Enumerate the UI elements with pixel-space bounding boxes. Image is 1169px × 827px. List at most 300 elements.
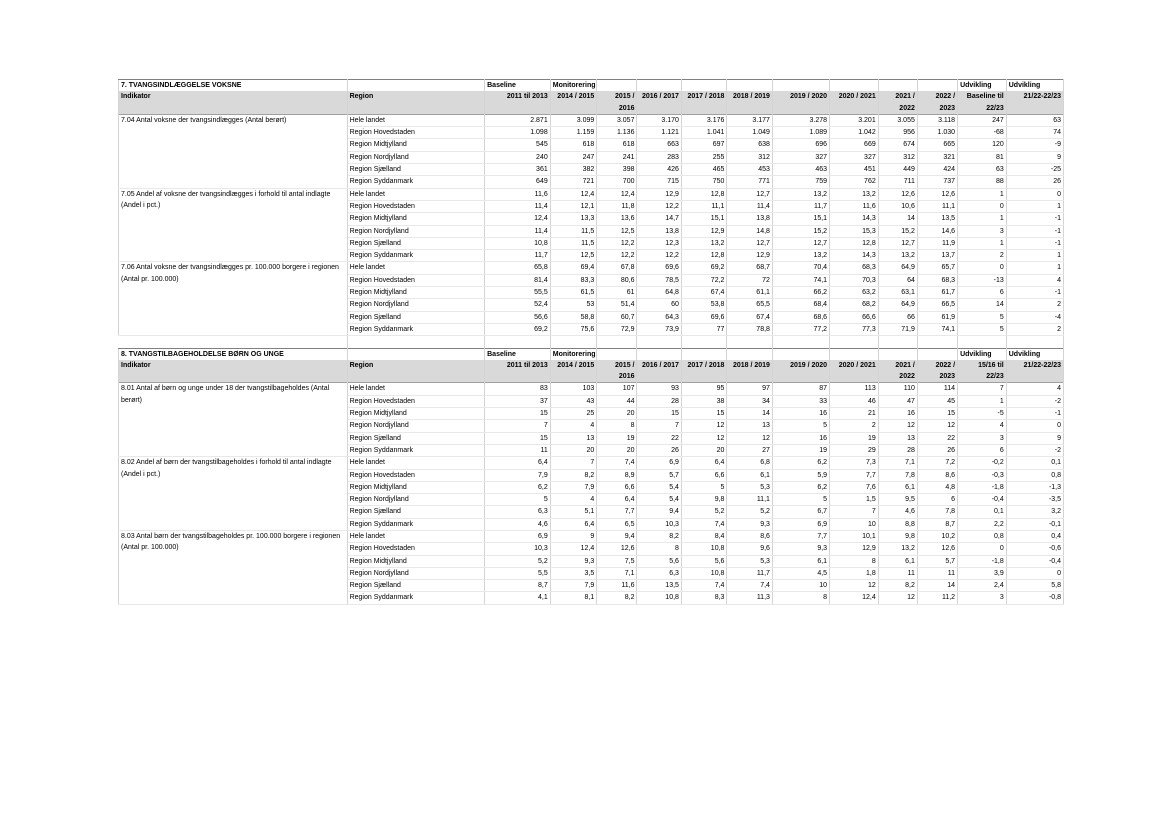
value-cell: 4 xyxy=(958,420,1007,432)
value-cell: 5,5 xyxy=(485,567,551,579)
value-cell: 3.118 xyxy=(917,114,957,126)
value-cell: 5 xyxy=(772,420,829,432)
header-group-label xyxy=(772,80,829,92)
value-cell: 0,1 xyxy=(1006,457,1063,469)
value-cell: 11,9 xyxy=(917,237,957,249)
region-label: Hele landet xyxy=(347,262,485,274)
region-label: Region Syddanmark xyxy=(347,323,485,335)
value-cell: 382 xyxy=(550,164,597,176)
value-cell: 12,2 xyxy=(637,200,681,212)
value-cell: 255 xyxy=(681,151,727,163)
value-cell: 61,9 xyxy=(917,311,957,323)
table-row xyxy=(119,457,1064,469)
column-header: 2018 / 2019 xyxy=(727,360,773,383)
value-cell: 14,7 xyxy=(637,213,681,225)
value-cell: 3,9 xyxy=(958,567,1007,579)
data-table xyxy=(118,79,1064,605)
value-cell: 1 xyxy=(1006,262,1063,274)
value-cell: 0 xyxy=(958,200,1007,212)
value-cell: 69,6 xyxy=(681,311,727,323)
value-cell: 5,7 xyxy=(917,555,957,567)
column-header: 2011 til 2013 xyxy=(485,360,551,383)
value-cell: 58,8 xyxy=(550,311,597,323)
value-cell: 1.098 xyxy=(485,127,551,139)
region-label: Region Syddanmark xyxy=(347,592,485,604)
value-cell: 14 xyxy=(727,408,773,420)
header-group-label xyxy=(681,348,727,360)
indicator-label: 7.04 Antal voksne der tvangsindlægges (Antal berørt) xyxy=(119,114,348,188)
value-cell: 83 xyxy=(485,383,551,395)
header-group-label xyxy=(597,348,637,360)
value-cell: 1.136 xyxy=(597,127,637,139)
value-cell: 12,9 xyxy=(637,188,681,200)
value-cell: 1.041 xyxy=(681,127,727,139)
value-cell: 56,6 xyxy=(485,311,551,323)
value-cell: 72 xyxy=(727,274,773,286)
value-cell: 8,8 xyxy=(878,518,917,530)
value-cell: 12,1 xyxy=(550,200,597,212)
value-cell: 5,9 xyxy=(772,469,829,481)
value-cell: 12,8 xyxy=(681,250,727,262)
value-cell: -1,8 xyxy=(958,555,1007,567)
value-cell: 312 xyxy=(878,151,917,163)
value-cell: 72,9 xyxy=(597,323,637,335)
value-cell: 3.099 xyxy=(550,114,597,126)
value-cell: 241 xyxy=(597,151,637,163)
value-cell: 43 xyxy=(550,395,597,407)
value-cell: 14,3 xyxy=(830,213,879,225)
value-cell: -1 xyxy=(1006,408,1063,420)
region-label: Hele landet xyxy=(347,457,485,469)
value-cell: 327 xyxy=(830,151,879,163)
value-cell: 7,4 xyxy=(681,580,727,592)
value-cell: 0 xyxy=(1006,420,1063,432)
value-cell: 424 xyxy=(917,164,957,176)
value-cell: 69,2 xyxy=(681,262,727,274)
value-cell: -4 xyxy=(1006,311,1063,323)
header-group-label: Baseline xyxy=(485,80,551,92)
indicator-label: 8.02 Andel af børn der tvangstilbageholdes i forhold til antal indlagte (Andel i pct.) xyxy=(119,457,348,531)
value-cell: 14,6 xyxy=(917,225,957,237)
value-cell: 6 xyxy=(958,444,1007,456)
value-cell: -0,4 xyxy=(958,494,1007,506)
region-label: Region Sjælland xyxy=(347,237,485,249)
value-cell: 64,9 xyxy=(878,299,917,311)
value-cell: 64,8 xyxy=(637,287,681,299)
value-cell: 2.871 xyxy=(485,114,551,126)
empty-cell xyxy=(119,336,348,348)
value-cell: 3.055 xyxy=(878,114,917,126)
value-cell: 38 xyxy=(681,395,727,407)
value-cell: 75,6 xyxy=(550,323,597,335)
value-cell: 19 xyxy=(830,432,879,444)
value-cell: 12 xyxy=(917,420,957,432)
value-cell: 12,3 xyxy=(637,237,681,249)
region-label: Region Syddanmark xyxy=(347,176,485,188)
value-cell: 51,4 xyxy=(597,299,637,311)
region-label: Region Midtjylland xyxy=(347,481,485,493)
value-cell: 5,6 xyxy=(637,555,681,567)
header-group-label: Monitorering xyxy=(550,80,597,92)
value-cell: 6,4 xyxy=(485,457,551,469)
value-cell: 5 xyxy=(681,481,727,493)
value-cell: 8,6 xyxy=(917,469,957,481)
empty-cell xyxy=(550,336,597,348)
value-cell: 8,2 xyxy=(878,580,917,592)
header-group-label xyxy=(681,80,727,92)
region-label: Region Sjælland xyxy=(347,580,485,592)
value-cell: 3.201 xyxy=(830,114,879,126)
value-cell: 10,1 xyxy=(830,530,879,542)
value-cell: 700 xyxy=(597,176,637,188)
value-cell: 13,2 xyxy=(878,543,917,555)
value-cell: 9 xyxy=(550,530,597,542)
value-cell: -1 xyxy=(1006,225,1063,237)
value-cell: 669 xyxy=(830,139,879,151)
table-row xyxy=(119,530,1064,542)
header-group-label xyxy=(917,348,957,360)
value-cell: 0,8 xyxy=(1006,469,1063,481)
value-cell: 4,8 xyxy=(917,481,957,493)
value-cell: 9,8 xyxy=(878,530,917,542)
column-header: Region xyxy=(347,91,485,114)
column-header: 2014 / 2015 xyxy=(550,360,597,383)
empty-cell xyxy=(485,336,551,348)
section-title: 7. TVANGSINDLÆGGELSE VOKSNE xyxy=(119,80,348,92)
value-cell: 6,9 xyxy=(637,457,681,469)
value-cell: 11 xyxy=(878,567,917,579)
column-header: Region xyxy=(347,360,485,383)
value-cell: 26 xyxy=(637,444,681,456)
value-cell: 16 xyxy=(772,408,829,420)
value-cell: 12,8 xyxy=(681,188,727,200)
region-label: Hele landet xyxy=(347,383,485,395)
value-cell: 9,3 xyxy=(550,555,597,567)
value-cell: 240 xyxy=(485,151,551,163)
header-group-label xyxy=(878,348,917,360)
section-title: 8. TVANGSTILBAGEHOLDELSE BØRN OG UNGE xyxy=(119,348,348,360)
empty-cell xyxy=(830,336,879,348)
value-cell: 8 xyxy=(597,420,637,432)
empty-cell xyxy=(347,336,485,348)
value-cell: 65,5 xyxy=(727,299,773,311)
region-label: Region Midtjylland xyxy=(347,287,485,299)
value-cell: 12,9 xyxy=(727,250,773,262)
value-cell: 7,1 xyxy=(597,567,637,579)
value-cell: -1 xyxy=(1006,287,1063,299)
value-cell: 3.170 xyxy=(637,114,681,126)
value-cell: 7,3 xyxy=(830,457,879,469)
value-cell: 77,2 xyxy=(772,323,829,335)
value-cell: 61,1 xyxy=(727,287,773,299)
value-cell: 22 xyxy=(917,432,957,444)
value-cell: 13,5 xyxy=(637,580,681,592)
value-cell: 8,9 xyxy=(597,469,637,481)
value-cell: 67,4 xyxy=(681,287,727,299)
value-cell: 11,7 xyxy=(727,567,773,579)
value-cell: 15 xyxy=(637,408,681,420)
value-cell: 53,8 xyxy=(681,299,727,311)
value-cell: 3.176 xyxy=(681,114,727,126)
value-cell: 715 xyxy=(637,176,681,188)
value-cell: 81,4 xyxy=(485,274,551,286)
column-header: 2017 / 2018 xyxy=(681,91,727,114)
value-cell: 8,1 xyxy=(550,592,597,604)
value-cell: 12,5 xyxy=(597,225,637,237)
value-cell: 68,3 xyxy=(830,262,879,274)
column-header: 2021 / 2022 xyxy=(878,91,917,114)
value-cell: 5,3 xyxy=(727,555,773,567)
value-cell: 4,6 xyxy=(878,506,917,518)
value-cell: 14 xyxy=(958,299,1007,311)
value-cell: 8,6 xyxy=(727,530,773,542)
value-cell: 1 xyxy=(958,213,1007,225)
value-cell: 63 xyxy=(1006,114,1063,126)
value-cell: 453 xyxy=(727,164,773,176)
value-cell: 10,8 xyxy=(681,543,727,555)
value-cell: 4 xyxy=(1006,383,1063,395)
value-cell: 5,3 xyxy=(727,481,773,493)
value-cell: 12,7 xyxy=(878,237,917,249)
value-cell: -0,3 xyxy=(958,469,1007,481)
value-cell: 83,3 xyxy=(550,274,597,286)
value-cell: 12,9 xyxy=(830,543,879,555)
empty-cell xyxy=(347,80,485,92)
value-cell: 2 xyxy=(830,420,879,432)
value-cell: 11,6 xyxy=(830,200,879,212)
value-cell: 20 xyxy=(597,444,637,456)
value-cell: 6,6 xyxy=(681,469,727,481)
value-cell: 7 xyxy=(830,506,879,518)
value-cell: 67,4 xyxy=(727,311,773,323)
column-header: Baseline til 22/23 xyxy=(958,91,1007,114)
value-cell: 2,4 xyxy=(958,580,1007,592)
value-cell: 7,7 xyxy=(597,506,637,518)
value-cell: 12,6 xyxy=(917,543,957,555)
header-group-label: Monitorering xyxy=(550,348,597,360)
column-header: Indikator xyxy=(119,360,348,383)
value-cell: 0 xyxy=(1006,188,1063,200)
value-cell: 11 xyxy=(917,567,957,579)
value-cell: 618 xyxy=(550,139,597,151)
value-cell: 26 xyxy=(917,444,957,456)
spacer-row xyxy=(119,336,1064,348)
value-cell: 12,4 xyxy=(550,543,597,555)
value-cell: 113 xyxy=(830,383,879,395)
value-cell: 6,4 xyxy=(550,518,597,530)
value-cell: 7,8 xyxy=(917,506,957,518)
value-cell: 1 xyxy=(958,188,1007,200)
value-cell: 13,3 xyxy=(550,213,597,225)
value-cell: 3.177 xyxy=(727,114,773,126)
value-cell: 11,5 xyxy=(550,237,597,249)
value-cell: 64,3 xyxy=(637,311,681,323)
value-cell: 7,2 xyxy=(917,457,957,469)
value-cell: 327 xyxy=(772,151,829,163)
header-group-label xyxy=(878,80,917,92)
value-cell: 10,2 xyxy=(917,530,957,542)
region-label: Hele landet xyxy=(347,188,485,200)
region-label: Region Sjælland xyxy=(347,432,485,444)
value-cell: 10,8 xyxy=(485,237,551,249)
value-cell: 6,1 xyxy=(772,555,829,567)
value-cell: 7,4 xyxy=(727,580,773,592)
value-cell: 44 xyxy=(597,395,637,407)
value-cell: 28 xyxy=(878,444,917,456)
value-cell: 10,8 xyxy=(681,567,727,579)
region-label: Region Hovedstaden xyxy=(347,469,485,481)
value-cell: 69,4 xyxy=(550,262,597,274)
empty-cell xyxy=(772,336,829,348)
value-cell: 68,4 xyxy=(772,299,829,311)
value-cell: 663 xyxy=(637,139,681,151)
value-cell: 68,6 xyxy=(772,311,829,323)
region-label: Region Hovedstaden xyxy=(347,543,485,555)
value-cell: 12,5 xyxy=(550,250,597,262)
value-cell: 12,4 xyxy=(830,592,879,604)
value-cell: 11,6 xyxy=(597,580,637,592)
column-header: Indikator xyxy=(119,91,348,114)
value-cell: -5 xyxy=(958,408,1007,420)
region-label: Region Hovedstaden xyxy=(347,274,485,286)
value-cell: -2 xyxy=(1006,444,1063,456)
region-label: Region Hovedstaden xyxy=(347,127,485,139)
column-header: 2019 / 2020 xyxy=(772,91,829,114)
value-cell: 759 xyxy=(772,176,829,188)
value-cell: 3,2 xyxy=(1006,506,1063,518)
value-cell: 77,3 xyxy=(830,323,879,335)
value-cell: 114 xyxy=(917,383,957,395)
column-header: 2022 / 2023 xyxy=(917,360,957,383)
value-cell: 19 xyxy=(597,432,637,444)
value-cell: 4 xyxy=(550,420,597,432)
header-group-label xyxy=(830,348,879,360)
value-cell: 711 xyxy=(878,176,917,188)
value-cell: 312 xyxy=(727,151,773,163)
region-label: Region Nordjylland xyxy=(347,151,485,163)
value-cell: 61 xyxy=(597,287,637,299)
region-label: Region Syddanmark xyxy=(347,250,485,262)
value-cell: 9,4 xyxy=(597,530,637,542)
value-cell: 771 xyxy=(727,176,773,188)
value-cell: 60 xyxy=(637,299,681,311)
value-cell: 5,1 xyxy=(550,506,597,518)
value-cell: 74 xyxy=(1006,127,1063,139)
value-cell: 6 xyxy=(958,287,1007,299)
value-cell: 9,4 xyxy=(637,506,681,518)
header-group-label xyxy=(597,80,637,92)
column-header-row xyxy=(119,360,1064,383)
value-cell: 0 xyxy=(958,543,1007,555)
value-cell: 13 xyxy=(727,420,773,432)
value-cell: 13,2 xyxy=(681,237,727,249)
value-cell: 68,2 xyxy=(830,299,879,311)
column-header: 2018 / 2019 xyxy=(727,91,773,114)
value-cell: -2 xyxy=(1006,395,1063,407)
value-cell: 68,7 xyxy=(727,262,773,274)
value-cell: -13 xyxy=(958,274,1007,286)
value-cell: 8 xyxy=(830,555,879,567)
value-cell: 14 xyxy=(917,580,957,592)
value-cell: -9 xyxy=(1006,139,1063,151)
value-cell: 1,8 xyxy=(830,567,879,579)
value-cell: 68,3 xyxy=(917,274,957,286)
empty-cell xyxy=(1006,336,1063,348)
column-header: 2020 / 2021 xyxy=(830,360,879,383)
value-cell: 4,1 xyxy=(485,592,551,604)
region-label: Region Midtjylland xyxy=(347,555,485,567)
empty-cell xyxy=(917,336,957,348)
value-cell: 618 xyxy=(597,139,637,151)
value-cell: 6 xyxy=(917,494,957,506)
value-cell: 449 xyxy=(878,164,917,176)
column-header: 2017 / 2018 xyxy=(681,360,727,383)
value-cell: 361 xyxy=(485,164,551,176)
value-cell: -0,4 xyxy=(1006,555,1063,567)
value-cell: 5,2 xyxy=(681,506,727,518)
value-cell: 65,8 xyxy=(485,262,551,274)
value-cell: 12 xyxy=(878,592,917,604)
value-cell: 5,6 xyxy=(681,555,727,567)
column-header: 2015 / 2016 xyxy=(597,360,637,383)
value-cell: 7,9 xyxy=(550,580,597,592)
value-cell: 15 xyxy=(681,408,727,420)
value-cell: 61,5 xyxy=(550,287,597,299)
value-cell: 0,4 xyxy=(1006,530,1063,542)
value-cell: 696 xyxy=(772,139,829,151)
value-cell: 67,8 xyxy=(597,262,637,274)
value-cell: 7 xyxy=(485,420,551,432)
value-cell: 13,2 xyxy=(772,250,829,262)
value-cell: 12,7 xyxy=(727,237,773,249)
value-cell: 7 xyxy=(958,383,1007,395)
value-cell: 2 xyxy=(1006,323,1063,335)
value-cell: 1 xyxy=(1006,200,1063,212)
value-cell: 0 xyxy=(958,262,1007,274)
value-cell: 70,4 xyxy=(772,262,829,274)
value-cell: 2 xyxy=(958,250,1007,262)
column-header: 15/16 til 22/23 xyxy=(958,360,1007,383)
value-cell: -0,8 xyxy=(1006,592,1063,604)
value-cell: 5,2 xyxy=(485,555,551,567)
value-cell: 9,3 xyxy=(727,518,773,530)
value-cell: 1.121 xyxy=(637,127,681,139)
value-cell: 12 xyxy=(727,432,773,444)
value-cell: 762 xyxy=(830,176,879,188)
value-cell: 5,8 xyxy=(1006,580,1063,592)
value-cell: 11,1 xyxy=(681,200,727,212)
value-cell: 2 xyxy=(1006,299,1063,311)
value-cell: 0,1 xyxy=(958,506,1007,518)
value-cell: 110 xyxy=(878,383,917,395)
value-cell: 15 xyxy=(917,408,957,420)
table-row xyxy=(119,188,1064,200)
header-group-label: Udvikling xyxy=(1006,348,1063,360)
value-cell: 463 xyxy=(772,164,829,176)
value-cell: -0,1 xyxy=(1006,518,1063,530)
value-cell: 11 xyxy=(485,444,551,456)
value-cell: 81 xyxy=(958,151,1007,163)
value-cell: 66,5 xyxy=(917,299,957,311)
value-cell: 9,5 xyxy=(878,494,917,506)
value-cell: 13,2 xyxy=(830,188,879,200)
value-cell: 1 xyxy=(1006,250,1063,262)
column-header: 21/22-22/23 xyxy=(1006,91,1063,114)
value-cell: 1,5 xyxy=(830,494,879,506)
value-cell: 12 xyxy=(830,580,879,592)
value-cell: 97 xyxy=(727,383,773,395)
value-cell: 11,1 xyxy=(917,200,957,212)
